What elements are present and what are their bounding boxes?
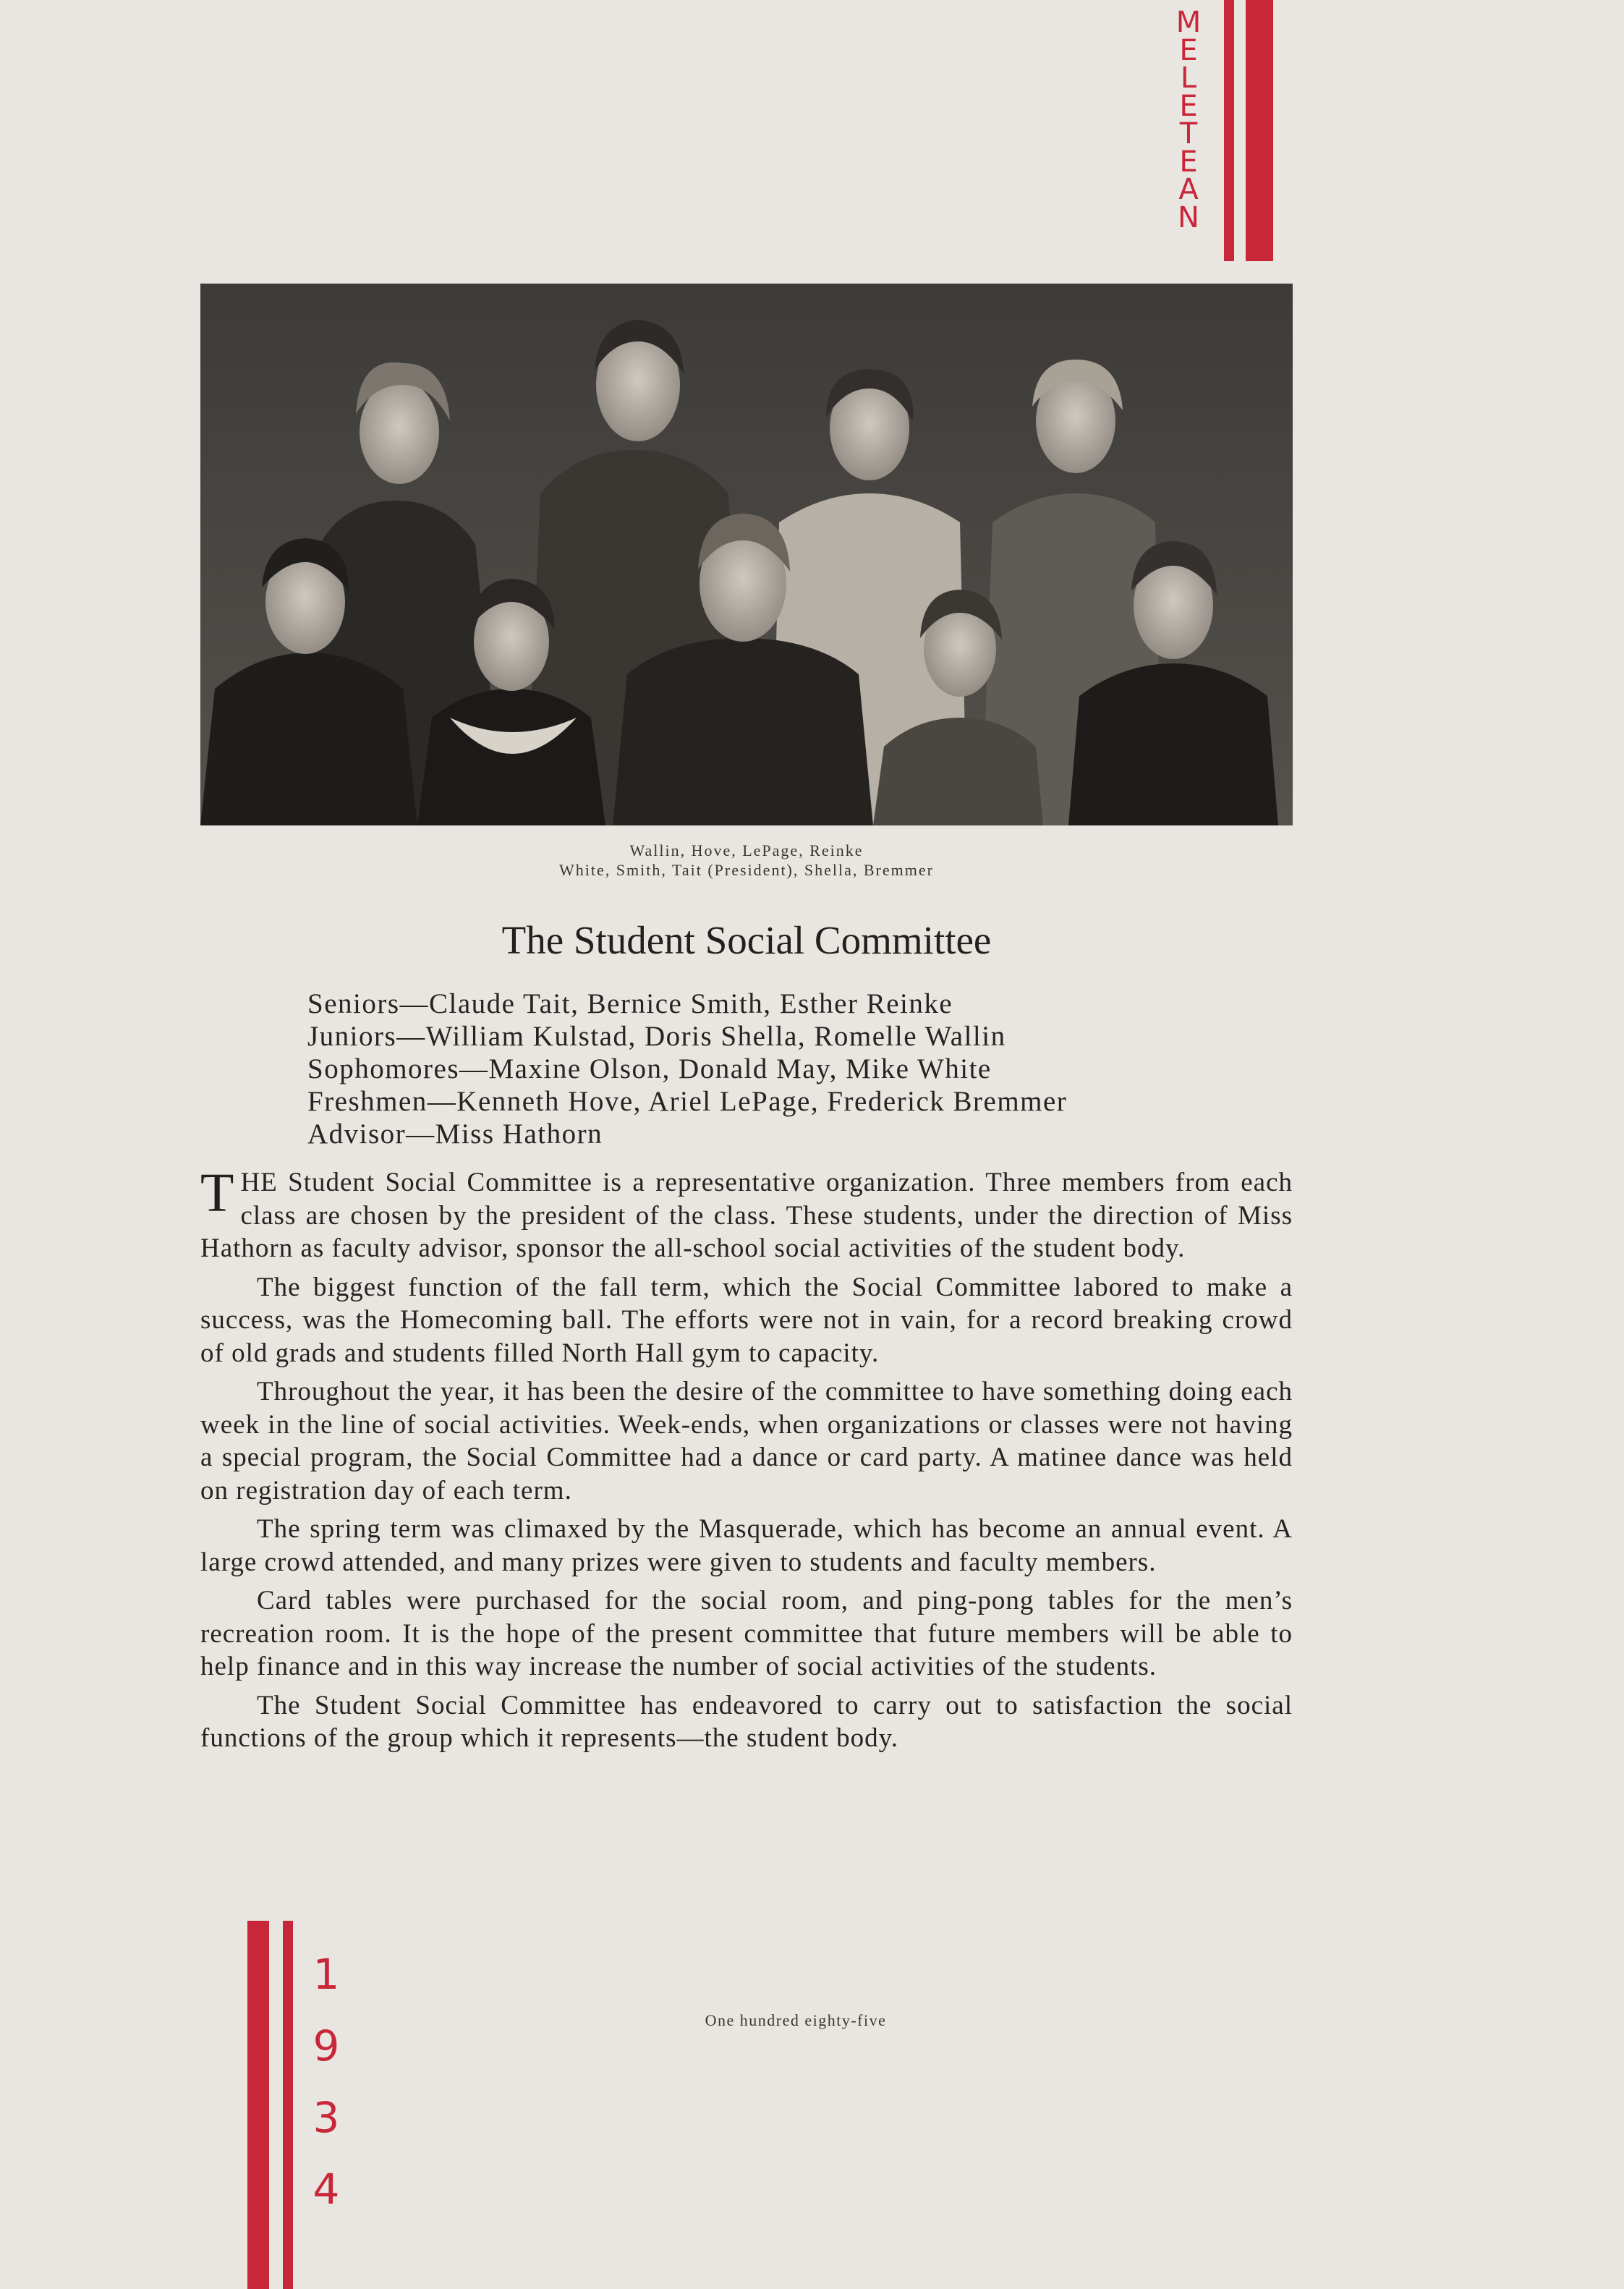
masthead-letter: T bbox=[1179, 117, 1198, 150]
roster-line-seniors: Seniors—Claude Tait, Bernice Smith, Esther Reinke bbox=[307, 988, 953, 1019]
article-body bbox=[200, 1163, 1293, 1761]
group-photo-illustration bbox=[200, 284, 1293, 825]
footer-bar-thick bbox=[247, 1921, 269, 2289]
year-digit: 3 bbox=[313, 2093, 340, 2142]
paragraph-6: The Student Social Committee has endeavored to carry out to satisfaction the social functions of the group which it represents—the student body. bbox=[200, 1690, 1293, 1753]
photo-caption-line-2: White, Smith, Tait (President), Shella, Bremmer bbox=[559, 861, 934, 879]
masthead-bar-thick bbox=[1246, 0, 1273, 261]
paragraph-1 bbox=[200, 1163, 1293, 1265]
paragraph-3: Throughout the year, it has been the desire of the committee to have something doing each week in the line of social activities. Week-ends, when organizations or classes were not having a special program, the Social Committee had a dance or card party. A matinee dance was held on registration day of each term. bbox=[200, 1377, 1293, 1506]
paragraph-1-text: HE Student Social Committee is a representative organization. Three members from each class are chosen by the president of the class. These students, under the direction of Miss Hathorn as faculty advisor, sponsor the all-school social activities of the student body. bbox=[200, 1168, 1293, 1263]
group-photo bbox=[200, 284, 1293, 825]
roster-line-advisor: Advisor—Miss Hathorn bbox=[307, 1118, 603, 1150]
masthead-letter: M bbox=[1176, 6, 1202, 39]
photo-caption-line-1: Wallin, Hove, LePage, Reinke bbox=[629, 841, 864, 859]
roster-line-sophomores: Sophomores—Maxine Olson, Donald May, Mike White bbox=[307, 1053, 992, 1084]
roster-line-freshmen: Freshmen—Kenneth Hove, Ariel LePage, Frederick Bremmer bbox=[307, 1086, 1068, 1117]
year-digit: 4 bbox=[313, 2165, 340, 2214]
paragraph-5: Card tables were purchased for the social room, and ping-pong tables for the men’s recreation room. It is the hope of the present committee that future members will be able to help finance and in this way increase the number of social activities of the students. bbox=[200, 1586, 1293, 1681]
masthead-title bbox=[1170, 6, 1207, 234]
paragraph-4: The spring term was climaxed by the Masquerade, which has become an annual event. A large crowd attended, and many prizes were given to students and faculty members. bbox=[200, 1514, 1293, 1577]
masthead-letter: E bbox=[1179, 33, 1198, 67]
masthead-letter: A bbox=[1178, 173, 1199, 206]
masthead-bar-thin bbox=[1224, 0, 1234, 261]
masthead-letter: E bbox=[1179, 145, 1198, 179]
masthead-letter: L bbox=[1180, 61, 1197, 95]
page-title: The Student Social Committee bbox=[501, 918, 992, 962]
masthead-letter: N bbox=[1178, 200, 1199, 234]
year-digit: 1 bbox=[313, 1950, 340, 1999]
year-label bbox=[308, 1939, 344, 2225]
roster-line-juniors: Juniors—William Kulstad, Doris Shella, Romelle Wallin bbox=[307, 1021, 1006, 1052]
paragraph-2: The biggest function of the fall term, which the Social Committee labored to make a success, was the Homecoming ball. The efforts were not in vain, for a record breaking crowd of old grads and students filled North Hall gym to capacity. bbox=[200, 1272, 1293, 1368]
year-digit: 9 bbox=[313, 2021, 340, 2071]
member-roster bbox=[307, 988, 1248, 1150]
masthead-letter: E bbox=[1179, 89, 1198, 123]
drop-cap: T bbox=[200, 1163, 235, 1223]
page-number: One hundred eighty-five bbox=[705, 2011, 887, 2029]
footer-bar-thin bbox=[283, 1921, 293, 2289]
